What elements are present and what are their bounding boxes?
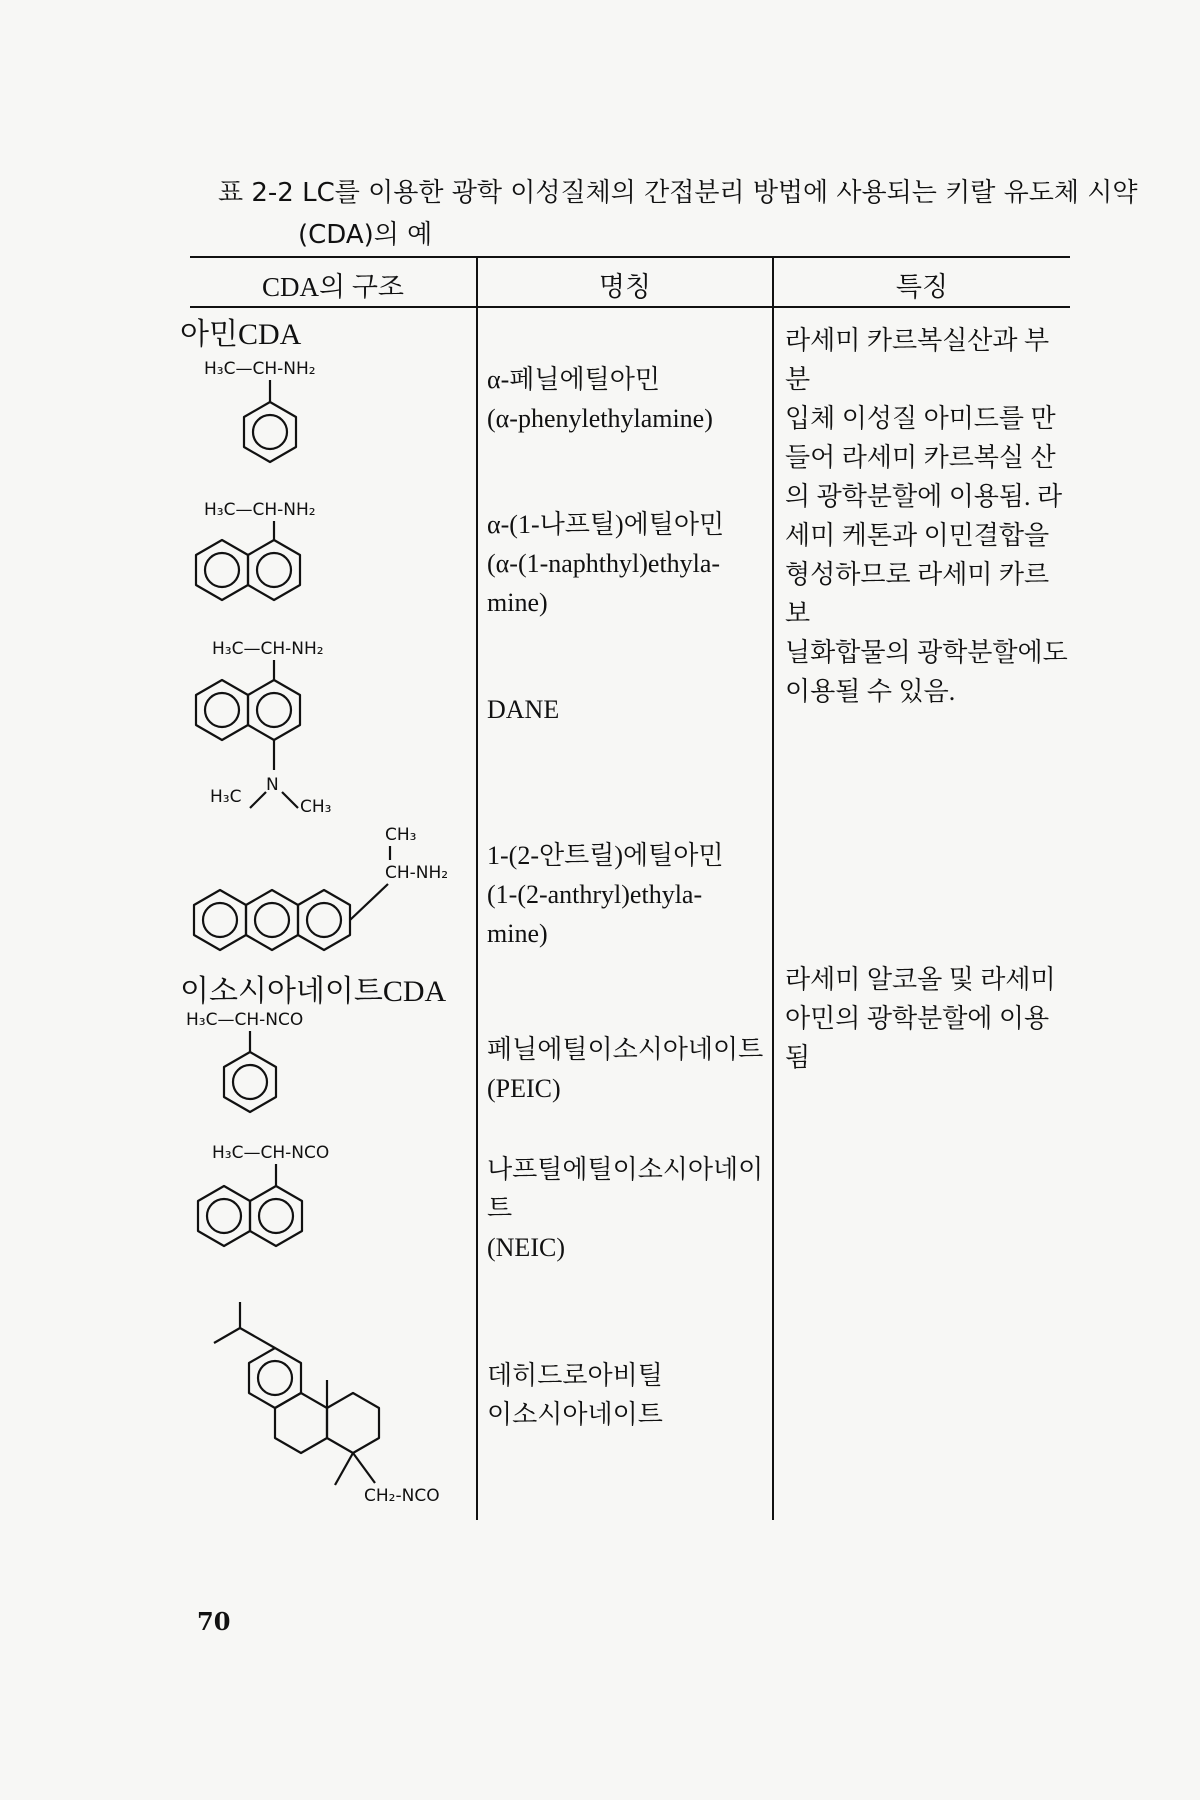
name-en: (PEIC) xyxy=(487,1074,561,1103)
structure-dehydroabietyl xyxy=(214,1302,440,1506)
structure-label: CH₂-NCO xyxy=(364,1486,440,1506)
structure-phenylethylamine xyxy=(204,359,316,462)
name-ko-cont: 트 xyxy=(487,1194,513,1223)
name-ko: α-(1-나프틸)에틸아민 xyxy=(487,510,725,539)
name-ko: 나프틸에틸이소시아네이 xyxy=(487,1155,764,1184)
name-ko: 1-(2-안트릴)에틸아민 xyxy=(487,841,724,870)
name-en: (α-(1-naphthyl)ethyla- xyxy=(487,549,721,578)
page-number: 70 xyxy=(197,1607,231,1636)
structure-label: CH₃ xyxy=(385,825,417,845)
feature-line: 의 광학분할에 이용됨. 라 xyxy=(785,482,1063,511)
structure-peic xyxy=(186,1010,303,1112)
feature-line: 형성하므로 라세미 카르보 xyxy=(785,560,1050,628)
header-structure: CDA의 구조 xyxy=(261,272,404,302)
name-ko-cont: 이소시아네이트 xyxy=(487,1400,663,1429)
header-feature: 특징 xyxy=(895,272,949,302)
name-en: (α-phenylethylamine) xyxy=(487,404,713,433)
structure-neic xyxy=(198,1143,329,1246)
structure-label: CH-NH₂ xyxy=(385,863,449,883)
structure-label: H₃C—CH-NH₂ xyxy=(212,639,324,659)
header-name: 명칭 xyxy=(598,272,652,302)
feature-line: 라세미 카르복실산과 부분 xyxy=(785,326,1050,394)
category-isocyanate: 이소시아네이트CDA xyxy=(180,975,447,1008)
structure-label: CH₃ xyxy=(300,797,332,817)
name-en: (1-(2-anthryl)ethyla- xyxy=(487,880,703,909)
name-ko: 페닐에틸이소시아네이트 xyxy=(487,1035,764,1064)
feature-line: 들어 라세미 카르복실 산 xyxy=(785,443,1056,472)
name-en-cont: mine) xyxy=(487,588,548,617)
table-caption: 표 2-2 LC를 이용한 광학 이성질체의 간접분리 방법에 사용되는 키랄 유도체 시약 xyxy=(218,178,1138,208)
structure-label: H₃C—CH-NCO xyxy=(212,1143,330,1163)
name-en: (NEIC) xyxy=(487,1233,565,1262)
name-ko: 데히드로아비틸 xyxy=(487,1361,663,1390)
structure-label: H₃C xyxy=(210,787,242,807)
structure-label: H₃C—CH-NH₂ xyxy=(204,359,316,379)
name-ko: DANE xyxy=(487,695,560,724)
structure-anthrylethylamine xyxy=(194,825,448,950)
structure-label: H₃C—CH-NH₂ xyxy=(204,500,316,520)
feature-line: 아민의 광학분할에 이용됨 xyxy=(785,1004,1050,1072)
structure-label: N xyxy=(266,775,279,795)
category-amine: 아민CDA xyxy=(180,318,302,351)
structure-dane xyxy=(196,639,331,817)
name-en-cont: mine) xyxy=(487,919,548,948)
name-ko: α-페닐에틸아민 xyxy=(487,365,660,394)
feature-line: 라세미 알코올 및 라세미 xyxy=(785,965,1056,994)
feature-line: 닐화합물의 광학분할에도 xyxy=(785,638,1068,667)
feature-line: 입체 이성질 아미드를 만 xyxy=(785,404,1056,433)
feature-line: 세미 케톤과 이민결합을 xyxy=(785,521,1050,550)
table-caption-cont: (CDA)의 예 xyxy=(298,220,433,250)
structure-naphthylethylamine xyxy=(196,500,316,600)
feature-line: 이용될 수 있음. xyxy=(785,677,956,706)
structure-label: H₃C—CH-NCO xyxy=(186,1010,304,1030)
